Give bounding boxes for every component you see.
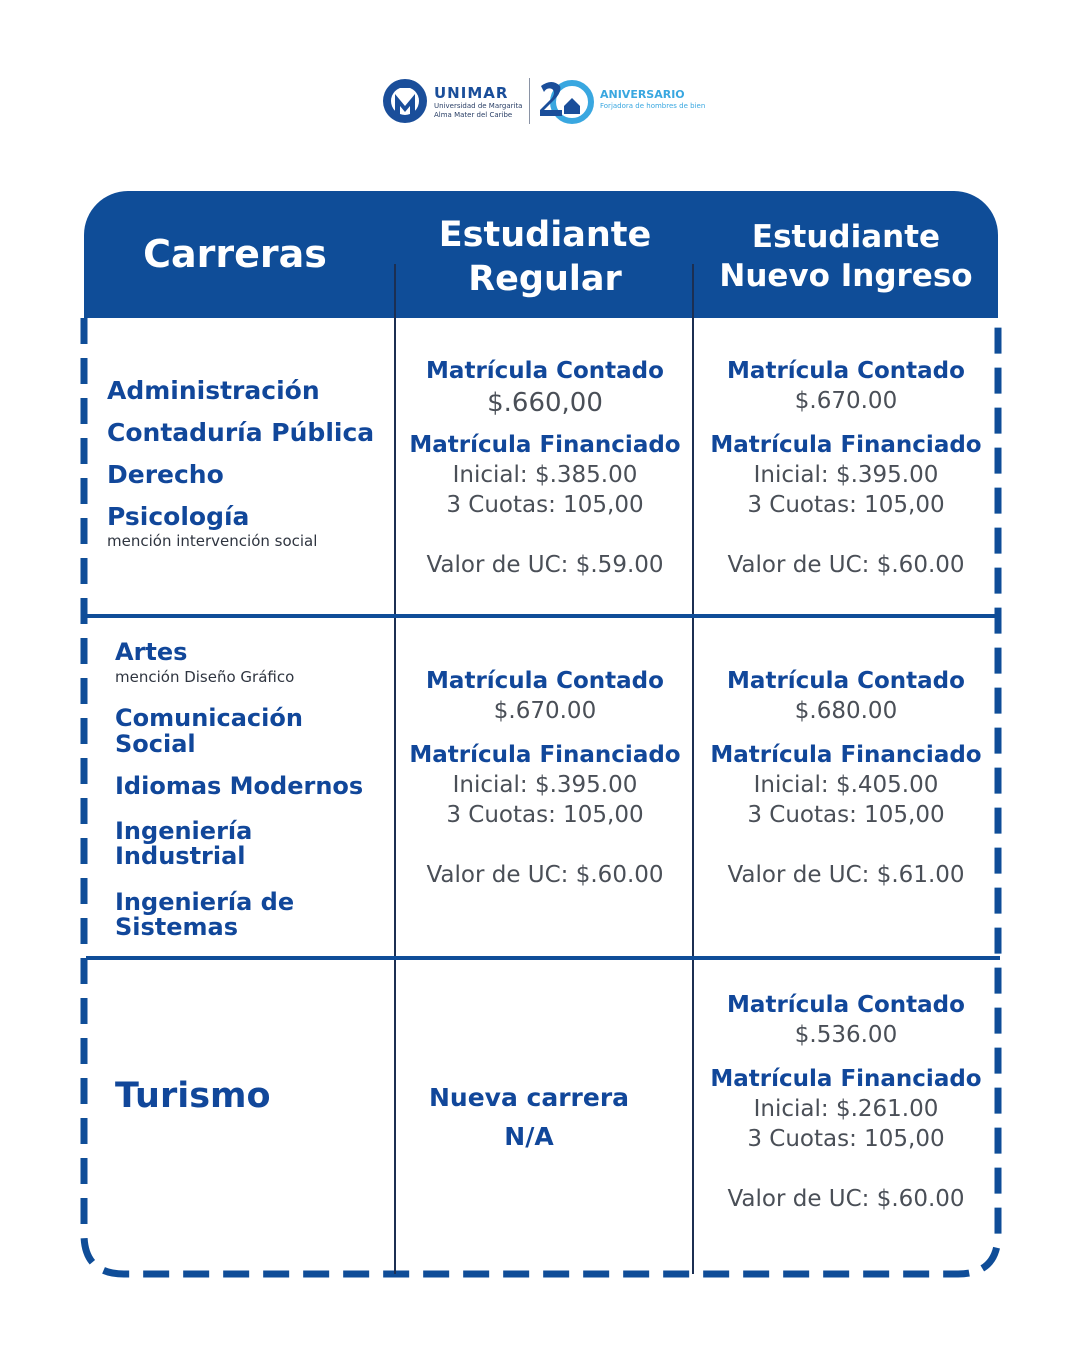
row-separator-2 <box>86 956 1000 960</box>
header-nuevo-line2: Nuevo Ingreso <box>719 258 973 294</box>
anniversary-subtitle: Forjadora de hombres de bien <box>600 102 706 110</box>
regular-inicial: Inicial: $.395.00 <box>452 772 638 798</box>
nuevo-cuotas: 3 Cuotas: 105,00 <box>747 802 945 828</box>
nuevo-uc: Valor de UC: $.60.00 <box>727 552 965 578</box>
nuevo-inicial: Inicial: $.405.00 <box>753 772 939 798</box>
regular-na: N/A <box>504 1122 554 1151</box>
row-separator-1 <box>86 614 1000 618</box>
header-regular-line2: Regular <box>468 259 622 299</box>
nuevo-contado-label: Matrícula Contado <box>727 668 965 694</box>
career-psicologia: Psicología <box>107 502 250 531</box>
nuevo-inicial: Inicial: $.261.00 <box>753 1096 939 1122</box>
mention-psicologia: mención intervención social <box>107 532 318 550</box>
career-ing-sistemas: Ingeniería de <box>115 888 295 916</box>
mention-artes: mención Diseño Gráfico <box>115 668 295 686</box>
career-comunicacion: Comunicación <box>115 704 303 732</box>
regular-uc: Valor de UC: $.60.00 <box>426 862 664 888</box>
career-artes: Artes <box>115 638 188 666</box>
career-ing-industrial: Ingeniería <box>115 817 253 845</box>
career-idiomas: Idiomas Modernos <box>115 772 364 800</box>
nuevo-financiado-label: Matrícula Financiado <box>710 432 982 458</box>
regular-contado-value: $.670.00 <box>493 698 597 724</box>
nuevo-contado-value: $.680.00 <box>794 698 898 724</box>
brand-subtitle-1: Universidad de Margarita <box>434 102 523 110</box>
nuevo-contado-value: $.536.00 <box>794 1022 898 1048</box>
nuevo-financiado-label: Matrícula Financiado <box>710 1066 982 1092</box>
nuevo-financiado-label: Matrícula Financiado <box>710 742 982 768</box>
nuevo-cuotas: 3 Cuotas: 105,00 <box>747 1126 945 1152</box>
regular-financiado-label: Matrícula Financiado <box>409 742 681 768</box>
regular-uc: Valor de UC: $.59.00 <box>426 552 664 578</box>
nuevo-contado-label: Matrícula Contado <box>727 358 965 384</box>
regular-financiado-label: Matrícula Financiado <box>409 432 681 458</box>
nuevo-uc: Valor de UC: $.60.00 <box>727 1186 965 1212</box>
regular-contado-label: Matrícula Contado <box>426 358 664 384</box>
career-ing-industrial-2: Industrial <box>115 842 246 870</box>
brand-name: UNIMAR <box>434 84 509 102</box>
header-carreras: Carreras <box>143 232 327 276</box>
anniversary-title: ANIVERSARIO <box>600 88 685 101</box>
header-regular-line1: Estudiante <box>438 215 652 255</box>
nuevo-cuotas: 3 Cuotas: 105,00 <box>747 492 945 518</box>
header-nuevo-line1: Estudiante <box>751 219 941 255</box>
career-derecho: Derecho <box>107 460 224 489</box>
career-administracion: Administración <box>107 376 320 405</box>
regular-contado-label: Matrícula Contado <box>426 668 664 694</box>
regular-cuotas: 3 Cuotas: 105,00 <box>446 802 644 828</box>
career-contaduria: Contaduría Pública <box>107 418 375 447</box>
nuevo-inicial: Inicial: $.395.00 <box>753 462 939 488</box>
nuevo-uc: Valor de UC: $.61.00 <box>727 862 965 888</box>
regular-nueva-carrera: Nueva carrera <box>428 1083 630 1112</box>
nuevo-contado-value: $.670.00 <box>794 388 898 414</box>
brand-subtitle-2: Alma Mater del Caribe <box>434 111 513 119</box>
career-turismo: Turismo <box>115 1076 271 1116</box>
nuevo-contado-label: Matrícula Contado <box>727 992 965 1018</box>
regular-inicial: Inicial: $.385.00 <box>452 462 638 488</box>
regular-contado-value: $.660,00 <box>487 388 603 418</box>
career-ing-sistemas-2: Sistemas <box>115 913 239 941</box>
career-comunicacion-2: Social <box>115 730 196 758</box>
regular-cuotas: 3 Cuotas: 105,00 <box>446 492 644 518</box>
